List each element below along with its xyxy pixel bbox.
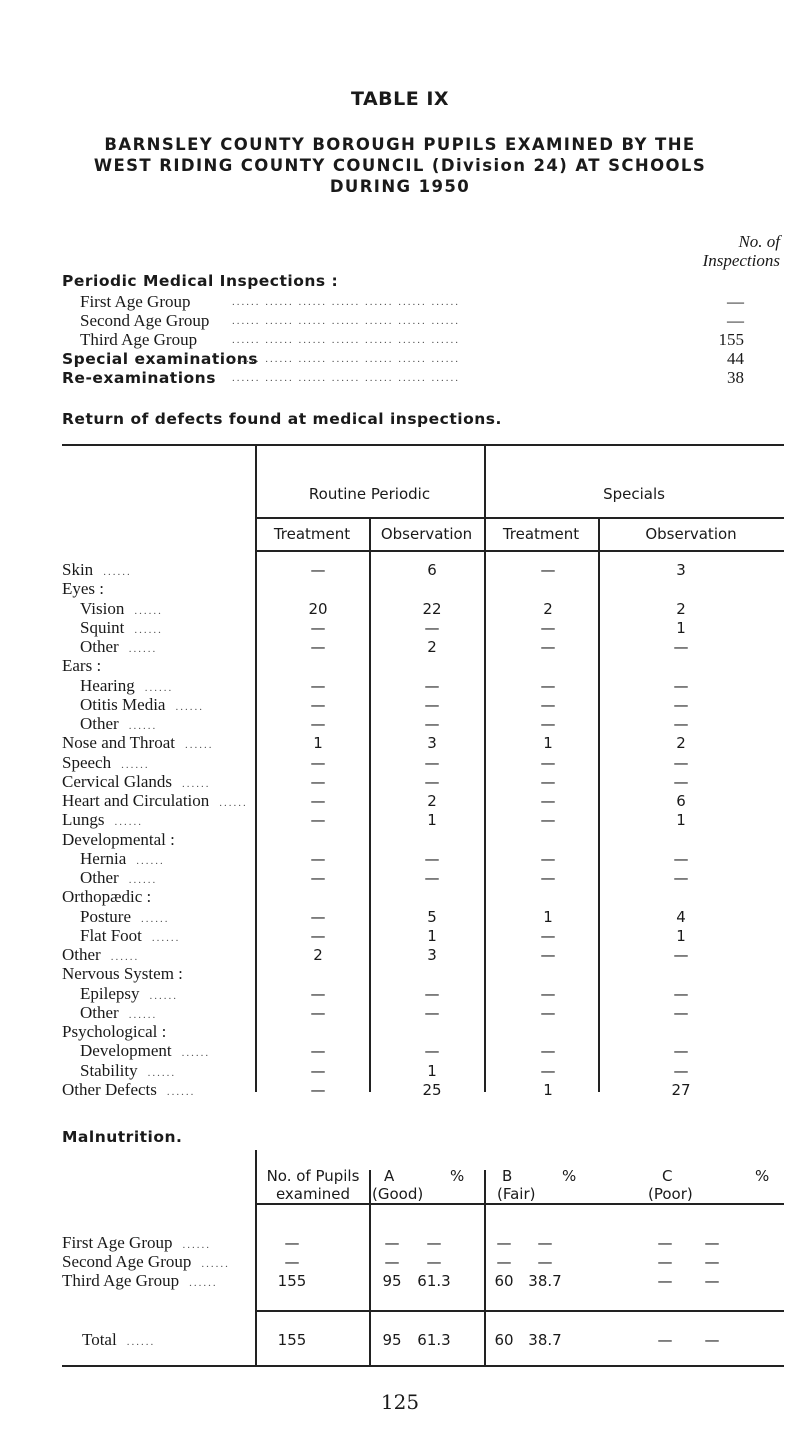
- column-header-observation: Observation: [645, 525, 737, 543]
- defect-row: [62, 1022, 782, 1042]
- defect-value: —: [673, 1003, 689, 1022]
- header-grade-a-pct: %: [450, 1167, 465, 1185]
- defect-row: [62, 907, 782, 927]
- defect-value: —: [540, 811, 556, 830]
- inspection-leader: ...... ...... ...... ...... ...... ...... ......: [232, 334, 460, 346]
- defect-value: —: [673, 772, 689, 791]
- inspection-label: Re-examinations: [62, 369, 216, 387]
- defect-value: 1: [676, 618, 686, 637]
- defect-value: —: [540, 1042, 556, 1061]
- header-pupils-line1: No. of Pupils: [266, 1167, 360, 1185]
- defect-value: 2: [313, 946, 323, 964]
- defect-value: —: [310, 618, 326, 637]
- defect-value: 1: [543, 907, 553, 926]
- defect-value: 1: [543, 1080, 553, 1099]
- defect-label-text: Psychological :: [62, 1022, 167, 1041]
- defect-value: —: [673, 1061, 689, 1080]
- malnutrition-b-pct: 38.7: [528, 1331, 562, 1349]
- defect-label-text: Cervical Glands: [62, 771, 172, 791]
- defect-label-text: Other: [80, 714, 119, 733]
- header-grade-c-sub: (Poor): [648, 1185, 693, 1203]
- group-header-routine: Routine Periodic: [308, 485, 431, 503]
- malnutrition-a-pct: —: [426, 1253, 442, 1271]
- defect-row: [62, 637, 782, 657]
- defect-leader: ......: [166, 1085, 196, 1098]
- defect-value: —: [673, 638, 689, 656]
- malnutrition-label-text: First Age Group: [62, 1233, 173, 1252]
- malnutrition-label-text: Second Age Group: [62, 1252, 192, 1271]
- defect-leader: ......: [128, 1008, 158, 1021]
- defect-leader: ......: [149, 989, 178, 1002]
- defect-label: [62, 830, 175, 850]
- defect-value: 22: [422, 599, 442, 618]
- defect-value: —: [540, 869, 556, 887]
- defect-label-text: Vision: [80, 598, 125, 618]
- subtitle-line-1: BARNSLEY COUNTY BOROUGH PUPILS EXAMINED BY THE: [104, 135, 696, 154]
- defect-value: 1: [676, 811, 686, 830]
- table-top-rule: [62, 444, 784, 446]
- malnutrition-b: —: [496, 1253, 512, 1271]
- defect-row: [62, 618, 782, 638]
- inspections-heading: Periodic Medical Inspections :: [62, 272, 339, 290]
- defect-leader: ......: [110, 951, 140, 963]
- defect-leader: ......: [219, 797, 248, 809]
- malnutrition-leader: ......: [126, 1336, 156, 1348]
- defect-leader: ......: [128, 874, 158, 886]
- defect-row: [62, 926, 782, 946]
- defect-value: —: [540, 676, 556, 695]
- defect-leader: ......: [141, 912, 170, 925]
- defect-label-text: Epilepsy: [80, 983, 140, 1003]
- defect-value: —: [540, 1003, 556, 1022]
- defect-row: [62, 830, 782, 850]
- malnutrition-a: —: [384, 1253, 400, 1271]
- defect-row: [62, 810, 782, 830]
- defect-row: [62, 599, 782, 619]
- malnutrition-a-pct: 61.3: [417, 1331, 451, 1349]
- inspection-value: 44: [727, 349, 744, 368]
- defect-value: —: [540, 772, 556, 791]
- defect-value: —: [310, 811, 326, 830]
- inspection-value: 38: [727, 368, 744, 387]
- defect-leader: ......: [114, 816, 143, 829]
- defect-label-text: Eyes :: [62, 579, 105, 599]
- inspection-label: First Age Group: [80, 292, 191, 311]
- column-header-treatment: Treatment: [502, 525, 580, 543]
- defect-row: [62, 753, 782, 773]
- defect-row: [62, 676, 782, 696]
- defect-row: [62, 984, 782, 1004]
- header-rule-2: [255, 550, 784, 552]
- inspection-leader: ...... ...... ...... ...... ...... ...... ......: [232, 315, 460, 327]
- defect-label-text: Nose and Throat: [62, 733, 175, 753]
- defect-value: —: [673, 676, 689, 695]
- defect-leader: ......: [175, 700, 204, 713]
- malnutrition-a-pct: 61.3: [417, 1272, 451, 1290]
- defect-label: [62, 579, 104, 599]
- defect-value: 25: [422, 1080, 442, 1099]
- defect-value: —: [424, 676, 440, 695]
- inspection-label: Special examinations: [62, 350, 258, 368]
- inspection-value: —: [727, 311, 744, 330]
- defect-value: —: [424, 753, 440, 772]
- defect-label-text: Lungs: [62, 810, 105, 830]
- defect-label-text: Other: [80, 637, 119, 656]
- header-grade-c-pct: %: [755, 1167, 770, 1185]
- malnutrition-a: 95: [382, 1272, 402, 1290]
- malnutrition-row: [62, 1233, 782, 1253]
- defect-value: —: [673, 695, 689, 714]
- inspection-row: [62, 330, 744, 350]
- defect-value: —: [310, 869, 326, 887]
- malnutrition-row: [62, 1271, 782, 1291]
- defect-row: [62, 964, 782, 984]
- defect-label-text: Development: [80, 1041, 172, 1061]
- defect-label-text: Flat Foot: [80, 925, 142, 945]
- malnutrition-leader: ......: [189, 1277, 218, 1289]
- malnutrition-leader: ......: [182, 1239, 211, 1251]
- inspection-leader: ...... ...... ...... ...... ...... ...... ......: [232, 296, 460, 308]
- defect-value: —: [310, 753, 326, 772]
- defect-row: [62, 714, 782, 734]
- defect-label-text: Skin: [62, 560, 94, 579]
- defect-value: —: [310, 695, 326, 714]
- defect-label-text: Heart and Circulation: [62, 791, 210, 810]
- defect-leader: ......: [128, 720, 158, 732]
- defect-value: —: [540, 926, 556, 945]
- defect-row: [62, 695, 782, 715]
- defect-label-text: Hearing: [80, 675, 135, 695]
- defect-label-text: Stability: [80, 1060, 138, 1080]
- table-title: TABLE IX: [350, 88, 450, 110]
- malnutrition-c: —: [657, 1331, 673, 1349]
- defect-label: [62, 656, 101, 676]
- defect-value: —: [310, 1003, 326, 1022]
- defect-value: 1: [427, 811, 437, 830]
- defect-value: —: [673, 984, 689, 1003]
- defect-label-text: Other: [62, 945, 101, 964]
- defect-value: 1: [427, 1061, 437, 1080]
- defect-value: 1: [427, 926, 437, 945]
- defect-row: [62, 656, 782, 676]
- malnutrition-label: [62, 1271, 218, 1293]
- inspection-label: Third Age Group: [80, 330, 198, 349]
- defect-value: 3: [427, 946, 437, 964]
- defect-label-text: Posture: [80, 906, 131, 926]
- defect-value: —: [310, 638, 326, 656]
- defect-value: —: [424, 618, 440, 637]
- defect-value: —: [540, 792, 556, 810]
- defect-value: 1: [676, 926, 686, 945]
- malnutrition-b-pct: 38.7: [528, 1272, 562, 1290]
- inspection-value: 155: [718, 330, 744, 349]
- defect-row: [62, 791, 782, 811]
- malnutrition-a: 95: [382, 1331, 402, 1349]
- defect-value: 1: [313, 734, 323, 753]
- subtitle-line-2: WEST RIDING COUNTY COUNCIL (Division 24) AT SCHOOLS: [93, 156, 707, 175]
- header-grade-a: A: [384, 1167, 395, 1185]
- defect-value: —: [310, 715, 326, 733]
- defect-label: [62, 964, 183, 984]
- defect-value: 3: [427, 734, 437, 753]
- defect-value: 6: [427, 561, 437, 579]
- defect-label-text: Speech: [62, 752, 112, 772]
- defect-row: [62, 579, 782, 599]
- defect-row: [62, 887, 782, 907]
- defect-value: —: [424, 984, 440, 1003]
- malnutrition-heading: Malnutrition.: [62, 1128, 183, 1146]
- group-header-specials: Specials: [603, 485, 665, 503]
- defect-value: —: [540, 1061, 556, 1080]
- defect-value: —: [540, 946, 556, 964]
- defect-label: [62, 887, 151, 907]
- header-grade-b-sub: (Fair): [497, 1185, 536, 1203]
- malnutrition-a-pct: —: [426, 1234, 442, 1252]
- defect-label: [62, 1022, 166, 1042]
- defect-value: 2: [676, 734, 686, 753]
- malnutrition-header-rule: [255, 1203, 784, 1205]
- defects-heading: Return of defects found at medical inspections.: [62, 410, 502, 428]
- inspection-value: —: [727, 292, 744, 311]
- defect-leader: ......: [103, 566, 132, 578]
- defect-row: [62, 1003, 782, 1023]
- defect-value: —: [540, 638, 556, 656]
- malnutrition-b-pct: —: [537, 1234, 553, 1252]
- defect-value: —: [673, 753, 689, 772]
- header-pupils-line2: examined: [275, 1185, 351, 1203]
- defect-value: —: [310, 907, 326, 926]
- defect-value: 2: [427, 638, 437, 656]
- defect-label-text: Developmental :: [62, 829, 175, 849]
- defect-value: 5: [427, 907, 437, 926]
- defect-value: —: [540, 715, 556, 733]
- defect-value: —: [310, 849, 326, 868]
- malnutrition-label-text: Total: [82, 1330, 117, 1349]
- inspection-row: [62, 311, 744, 331]
- defect-value: —: [310, 676, 326, 695]
- malnutrition-b: 60: [494, 1272, 514, 1290]
- defect-row: [62, 733, 782, 753]
- defect-label-text: Other: [80, 868, 119, 887]
- malnutrition-total-rule: [255, 1310, 784, 1312]
- inspection-row: [62, 349, 744, 369]
- defect-value: —: [310, 561, 326, 579]
- malnutrition-b-pct: —: [537, 1253, 553, 1271]
- defect-label-text: Orthopædic :: [62, 887, 152, 907]
- defect-value: 2: [427, 792, 437, 810]
- header-grade-a-sub: (Good): [372, 1185, 424, 1203]
- malnutrition-label-text: Third Age Group: [62, 1271, 180, 1290]
- defect-value: 4: [676, 907, 686, 926]
- inspections-column-heading-2: Inspections: [702, 251, 780, 270]
- inspections-heading-row: [62, 271, 744, 291]
- defect-row: [62, 560, 782, 580]
- column-header-treatment: Treatment: [273, 525, 351, 543]
- defect-label-text: Otitis Media: [80, 694, 166, 714]
- defect-label-text: Nervous System :: [62, 964, 183, 984]
- header-grade-c: C: [662, 1167, 673, 1185]
- defect-value: 3: [676, 561, 686, 579]
- malnutrition-c-pct: —: [704, 1234, 720, 1252]
- malnutrition-label: [82, 1330, 155, 1352]
- malnutrition-a: —: [384, 1234, 400, 1252]
- defect-value: —: [310, 792, 326, 810]
- defect-value: —: [540, 753, 556, 772]
- defect-value: 20: [308, 599, 328, 618]
- header-grade-b-pct: %: [562, 1167, 577, 1185]
- defect-value: —: [540, 695, 556, 714]
- malnutrition-b: —: [496, 1234, 512, 1252]
- defect-row: [62, 849, 782, 869]
- defect-value: —: [424, 772, 440, 791]
- defect-row: [62, 772, 782, 792]
- defect-value: —: [424, 715, 440, 733]
- defect-value: —: [424, 869, 440, 887]
- inspection-label: Second Age Group: [80, 311, 210, 330]
- defect-value: —: [310, 984, 326, 1003]
- defect-label-text: Squint: [80, 617, 125, 637]
- defect-leader: ......: [134, 604, 163, 617]
- defect-value: —: [424, 1042, 440, 1061]
- defect-value: 1: [543, 734, 553, 753]
- defect-value: —: [310, 926, 326, 945]
- defect-row: [62, 945, 782, 965]
- defect-value: —: [673, 869, 689, 887]
- defect-value: —: [424, 849, 440, 868]
- defect-value: 27: [671, 1080, 691, 1099]
- defect-value: —: [310, 1061, 326, 1080]
- malnutrition-pupils: 155: [277, 1331, 307, 1349]
- defect-leader: ......: [128, 643, 158, 655]
- table-bottom-rule: [62, 1365, 784, 1367]
- header-rule-1: [255, 517, 784, 519]
- defect-value: —: [540, 984, 556, 1003]
- defect-label-text: Other: [80, 1002, 119, 1022]
- defect-value: —: [310, 772, 326, 791]
- header-grade-b: B: [502, 1167, 513, 1185]
- defect-value: —: [673, 1042, 689, 1061]
- malnutrition-pupils: —: [284, 1234, 300, 1252]
- malnutrition-c: —: [657, 1234, 673, 1252]
- defect-value: —: [540, 618, 556, 637]
- defect-value: —: [310, 1042, 326, 1061]
- defect-value: —: [540, 849, 556, 868]
- defect-leader: ......: [147, 1066, 177, 1079]
- malnutrition-total-row: [62, 1330, 782, 1350]
- defect-leader: ......: [182, 777, 211, 790]
- defect-label-text: Other Defects: [62, 1079, 157, 1099]
- defect-label-text: Ears :: [62, 656, 102, 676]
- defect-row: [62, 868, 782, 888]
- malnutrition-c: —: [657, 1253, 673, 1271]
- malnutrition-c: —: [657, 1272, 673, 1290]
- defect-value: —: [673, 946, 689, 964]
- malnutrition-pupils: 155: [277, 1272, 307, 1290]
- defect-value: 6: [676, 792, 686, 810]
- defect-value: —: [673, 849, 689, 868]
- malnutrition-c-pct: —: [704, 1272, 720, 1290]
- subtitle-line-3: DURING 1950: [329, 177, 471, 196]
- malnutrition-c-pct: —: [704, 1253, 720, 1271]
- defect-leader: ......: [185, 739, 214, 752]
- defect-value: 2: [543, 599, 553, 618]
- inspection-row: [62, 292, 744, 312]
- inspection-row: [62, 368, 744, 388]
- defect-leader: ......: [144, 681, 174, 694]
- column-header-observation: Observation: [380, 525, 473, 543]
- defect-label-text: Hernia: [80, 848, 127, 868]
- defect-value: 2: [676, 599, 686, 618]
- defect-value: —: [424, 1003, 440, 1022]
- malnutrition-row: [62, 1252, 782, 1272]
- defect-value: —: [540, 561, 556, 579]
- defect-row: [62, 1080, 782, 1100]
- defect-row: [62, 1041, 782, 1061]
- defect-label: [62, 1080, 195, 1102]
- defect-row: [62, 1061, 782, 1081]
- page-number: 125: [380, 1390, 420, 1414]
- malnutrition-b: 60: [494, 1331, 514, 1349]
- defect-leader: ......: [136, 854, 165, 867]
- defect-leader: ......: [151, 931, 181, 944]
- malnutrition-c-pct: —: [704, 1331, 720, 1349]
- defect-value: —: [310, 1080, 326, 1099]
- inspection-leader: ...... ...... ...... ...... ...... ...... ......: [232, 372, 460, 384]
- inspections-column-heading-1: No. of: [738, 232, 780, 251]
- inspection-leader: ...... ...... ...... ...... ...... ...... ......: [232, 353, 460, 365]
- defect-leader: ......: [181, 1047, 211, 1060]
- defect-value: —: [673, 715, 689, 733]
- defect-leader: ......: [121, 758, 150, 771]
- defect-value: —: [424, 695, 440, 714]
- malnutrition-pupils: —: [284, 1253, 300, 1271]
- malnutrition-leader: ......: [201, 1258, 230, 1270]
- defect-leader: ......: [134, 623, 163, 636]
